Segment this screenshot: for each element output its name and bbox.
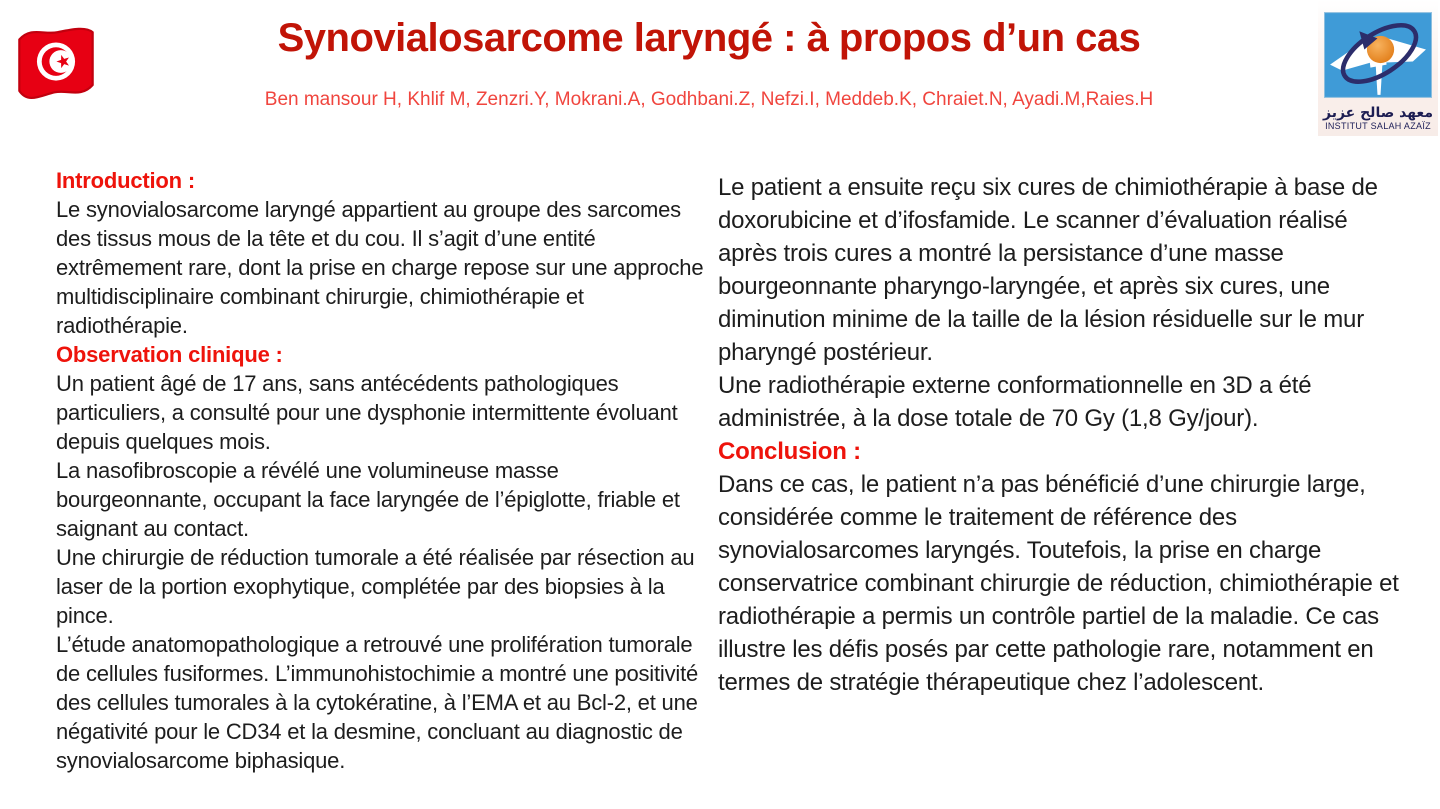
body-paragraph: La nasofibroscopie a révélé une volumineuse masse bourgeonnante, occupant la face laryngée de l’épiglotte, friable et saignant au contact. (56, 458, 680, 541)
body-paragraph: Le patient a ensuite reçu six cures de chimiothérapie à base de doxorubicine et d’ifosfamide. Le scanner d’évaluation réalisé après trois cures a montré la persistance d’une masse bourgeonnante pharyngo-laryngée, et après six cures, une diminution minime de la taille de la lésion résiduelle sur le mur pharyngé postérieur. (718, 174, 1378, 366)
body-paragraph: Un patient âgé de 17 ans, sans antécédents pathologiques particuliers, a consulté pour une dysphonie intermittente évoluant depuis quelques mois. (56, 371, 678, 454)
body-paragraph: Une radiothérapie externe conformationnelle en 3D a été administrée, à la dose totale de 70 Gy (1,8 Gy/jour). (718, 372, 1312, 432)
body-paragraph: Une chirurgie de réduction tumorale a été réalisée par résection au laser de la portion exophytique, complétée par des biopsies à la pince. (56, 545, 695, 628)
tunisia-flag-icon (12, 16, 100, 110)
left-column (56, 166, 704, 775)
body-paragraph: Dans ce cas, le patient n’a pas bénéficié d’une chirurgie large, considérée comme le traitement de référence des synovialosarcomes laryngés. Toutefois, la prise en charge conservatrice combinant chirurgie de réduction, chimiothérapie et radiothérapie a permis un contrôle partiel de la maladie. Ce cas illustre les défis posés par cette pathologie rare, notamment en termes de stratégie thérapeutique chez l’adolescent. (718, 471, 1399, 696)
section-heading: Observation clinique : (56, 342, 283, 367)
logo-latin-text: INSTITUT SALAH AZAÏZ (1325, 121, 1431, 131)
header (0, 0, 1440, 152)
page-title: Synovialosarcome laryngé : à propos d’un cas (277, 16, 1141, 60)
institut-salah-azaiz-logo (1318, 0, 1438, 136)
body-paragraph: L’étude anatomopathologique a retrouvé une prolifération tumorale de cellules fusiformes. L’immunohistochimie a montré une positivité des cellules tumorales à la cytokératine, à l’EMA et au Bcl-2, et une négativité pour le CD34 et la desmine, concluant au diagnostic de synovialosarcome biphasique. (56, 632, 699, 773)
section-heading: Conclusion : (718, 438, 861, 465)
logo-emblem-icon (1324, 12, 1432, 98)
content (0, 152, 1440, 775)
section-heading: Introduction : (56, 168, 195, 193)
authors-line: Ben mansour H, Khlif M, Zenzri.Y, Mokrani.A, Godhbani.Z, Nefzi.I, Meddeb.K, Chraiet.N, Ayadi.M,Raies.H (264, 89, 1154, 110)
header-center (100, 0, 1318, 111)
body-paragraph: Le synovialosarcome laryngé appartient au groupe des sarcomes des tissus mous de la tête et du cou. Il s’agit d’une entité extrêmement rare, dont la prise en charge repose sur une approche multidisciplinaire combinant chirurgie, chimiothérapie et radiothérapie. (56, 197, 704, 338)
logo-arabic-text: معهد صالح عزيز (1322, 105, 1434, 121)
right-column (718, 166, 1410, 775)
